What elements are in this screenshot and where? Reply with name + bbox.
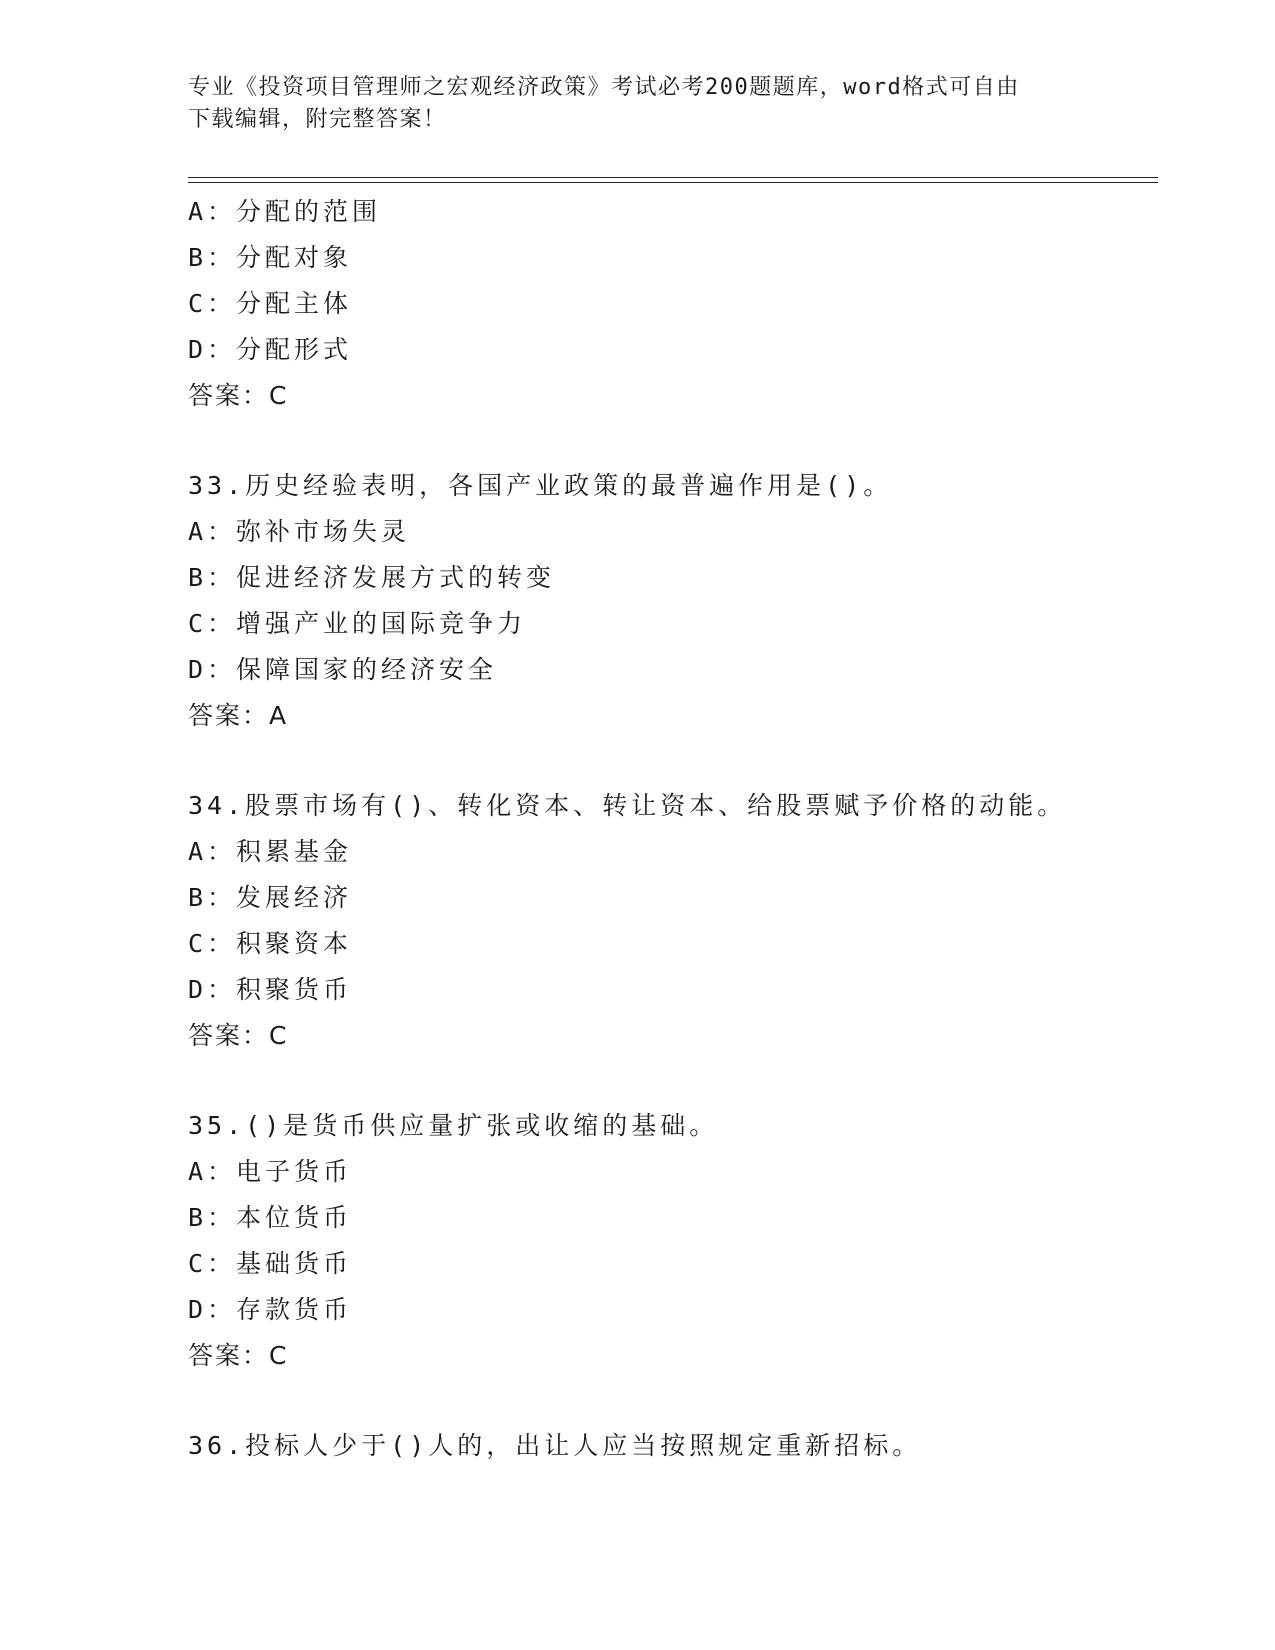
- question-block: [188, 1103, 1148, 1379]
- option-a: A：分配的范围: [188, 197, 382, 226]
- option-c: C：分配主体: [188, 289, 353, 318]
- option-b: B：发展经济: [188, 883, 353, 912]
- option-b: B：促进经济发展方式的转变: [188, 563, 556, 592]
- option-a: A：弥补市场失灵: [188, 517, 411, 546]
- option-c: C：积聚资本: [188, 929, 353, 958]
- header-line-1: 专业《投资项目管理师之宏观经济政策》考试必考200题题库，word格式可自由: [188, 75, 1020, 100]
- question-list: [188, 189, 1148, 1469]
- option-d: D：保障国家的经济安全: [188, 655, 498, 684]
- header-divider-top: [188, 177, 1158, 178]
- document-header: [188, 72, 1088, 136]
- option-a: A：电子货币: [188, 1157, 353, 1186]
- header-divider-bottom: [188, 182, 1158, 183]
- option-c: C：基础货币: [188, 1249, 353, 1278]
- option-d: D：存款货币: [188, 1295, 353, 1324]
- question-text: 35.()是货币供应量扩张或收缩的基础。: [188, 1111, 719, 1140]
- question-text: 34.股票市场有()、转化资本、转让资本、给股票赋予价格的动能。: [188, 791, 1067, 820]
- option-d: D：积聚货币: [188, 975, 353, 1004]
- question-block: [188, 1423, 1148, 1469]
- answer-line: 答案：C: [188, 381, 289, 410]
- option-c: C：增强产业的国际竞争力: [188, 609, 527, 638]
- option-a: A：积累基金: [188, 837, 353, 866]
- question-text: 33.历史经验表明，各国产业政策的最普遍作用是()。: [188, 471, 893, 500]
- header-line-2: 下载编辑，附完整答案！: [188, 107, 447, 132]
- option-b: B：本位货币: [188, 1203, 353, 1232]
- question-text: 36.投标人少于()人的，出让人应当按照规定重新招标。: [188, 1431, 922, 1460]
- question-block: [188, 783, 1148, 1059]
- question-block: [188, 189, 1148, 419]
- answer-line: 答案：C: [188, 1341, 289, 1370]
- option-d: D：分配形式: [188, 335, 353, 364]
- question-block: [188, 463, 1148, 739]
- answer-line: 答案：C: [188, 1021, 289, 1050]
- answer-line: 答案：A: [188, 701, 289, 730]
- option-b: B：分配对象: [188, 243, 353, 272]
